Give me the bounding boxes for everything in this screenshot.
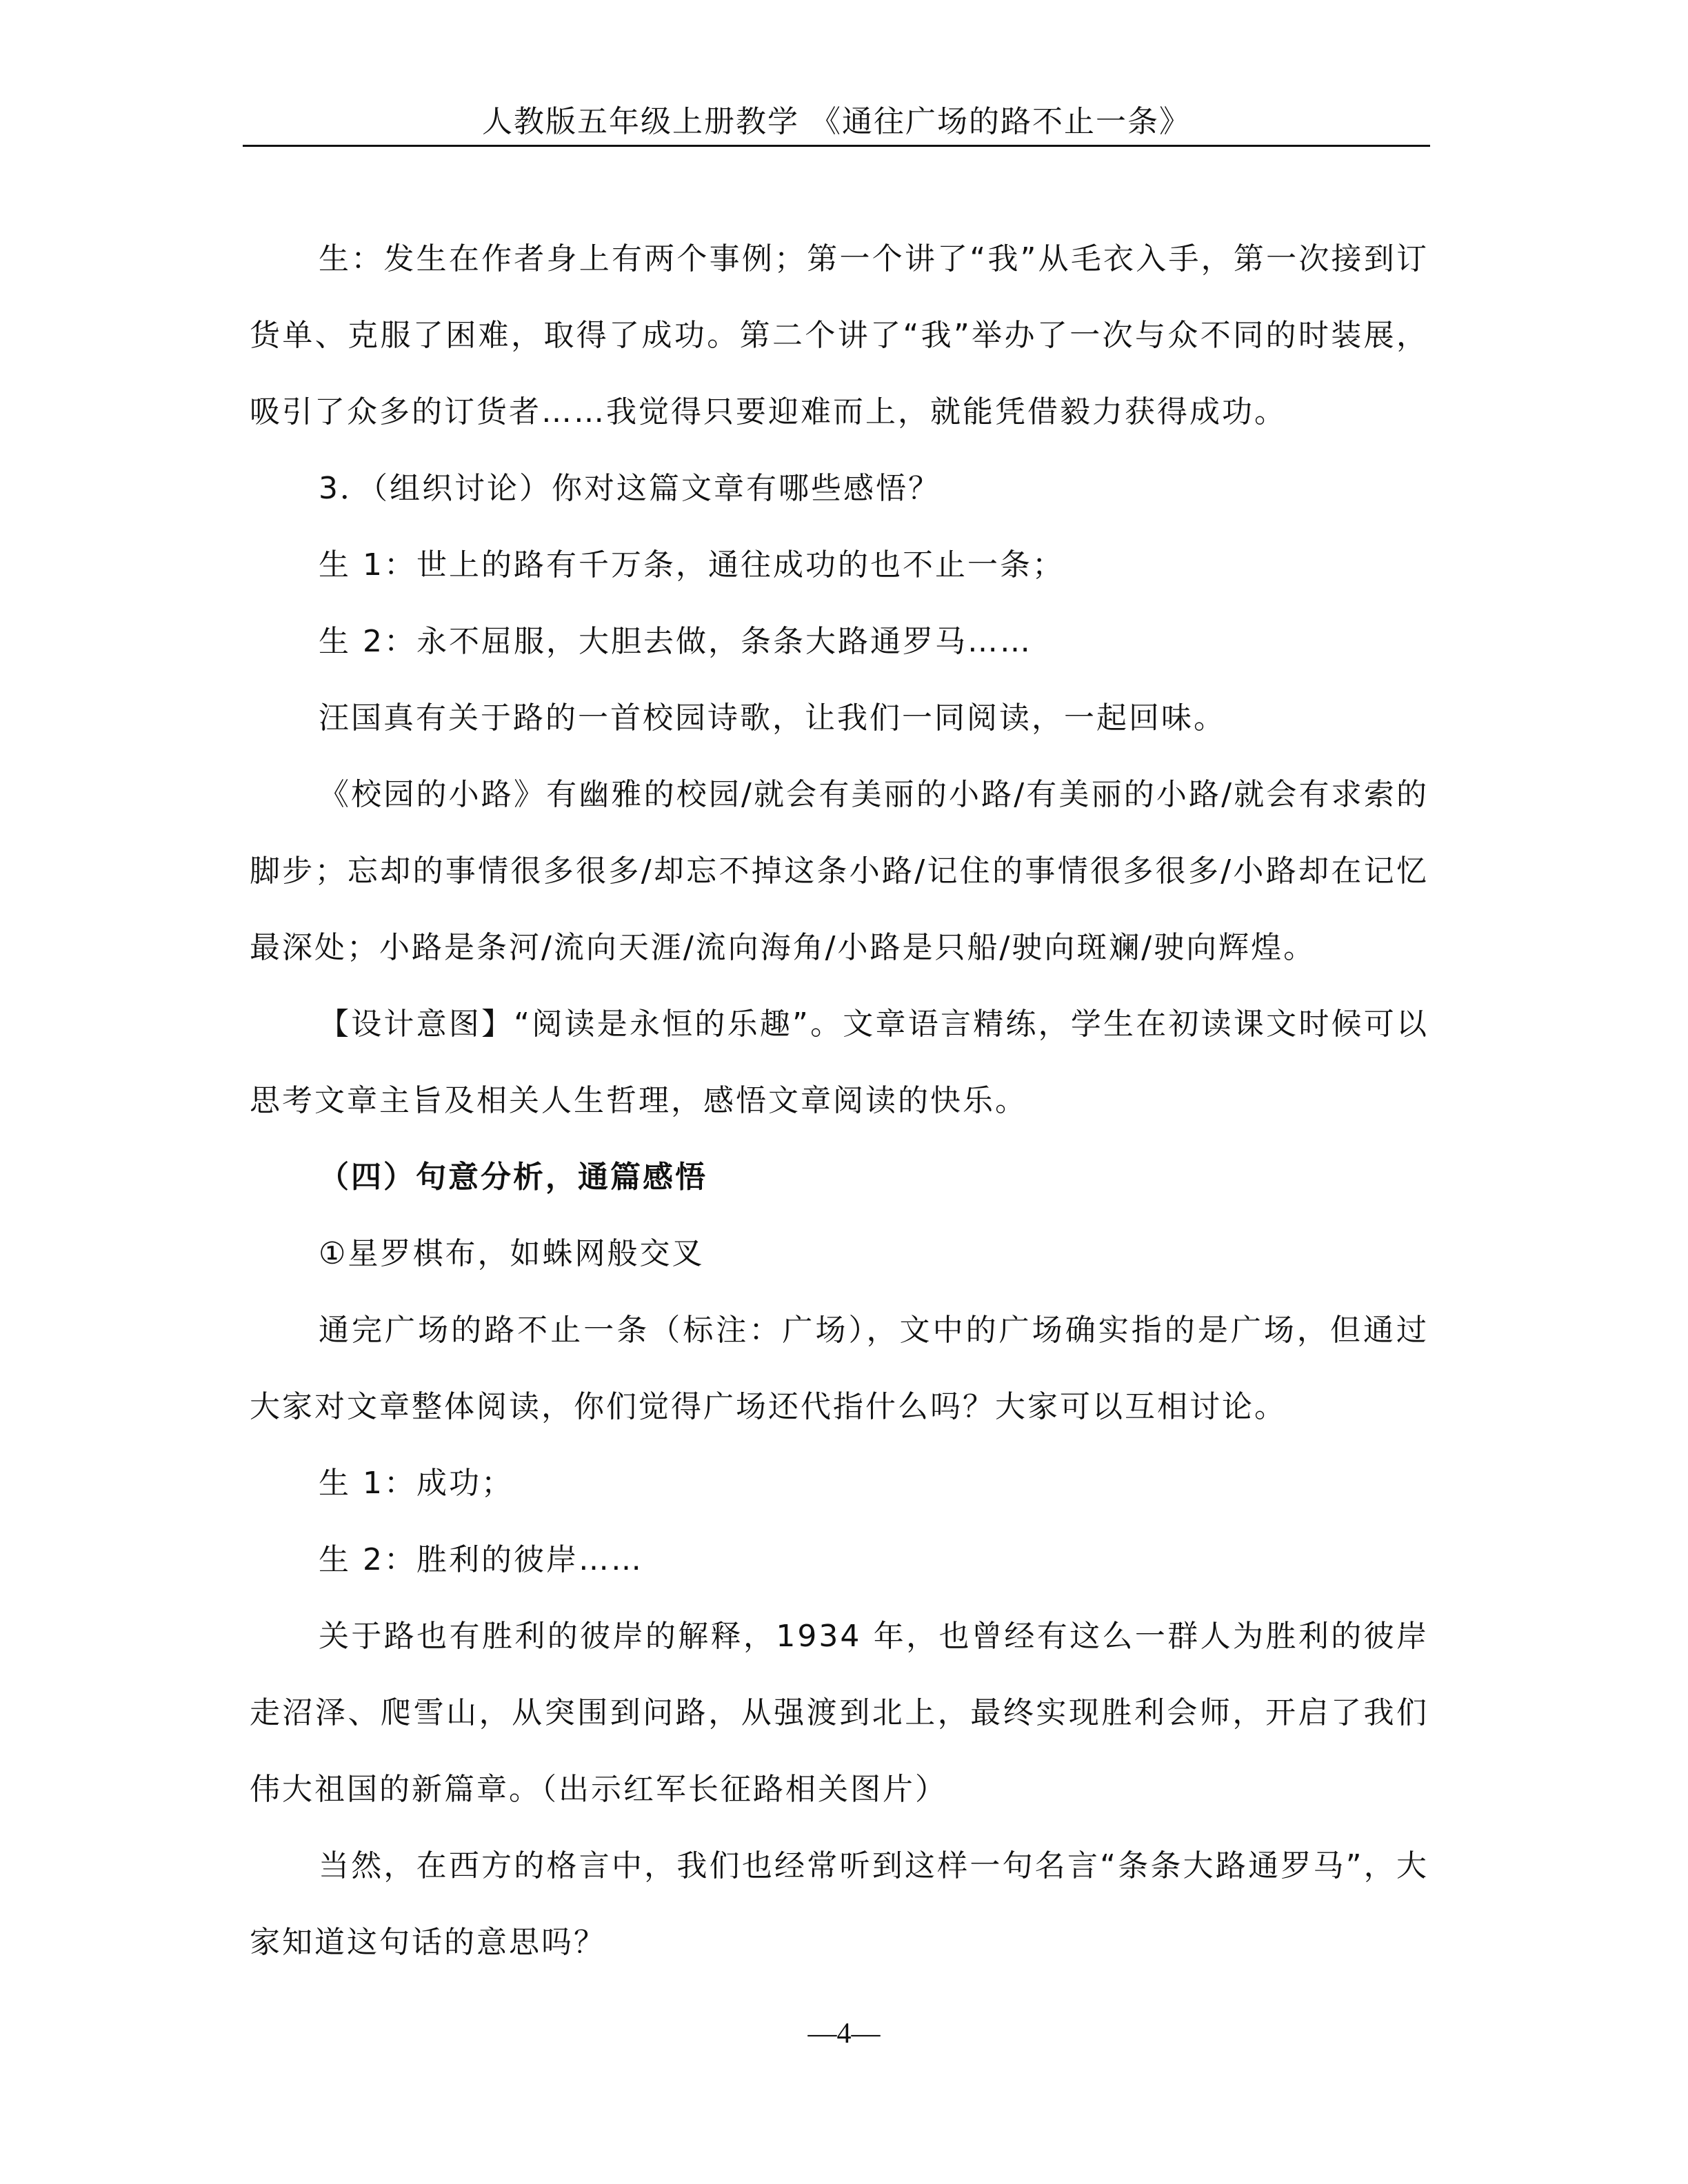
header-divider (243, 145, 1430, 147)
paragraph-student-1-answer: 生 1：世上的路有千万条，通往成功的也不止一条； (319, 547, 1065, 583)
page-number: —4— (807, 2018, 881, 2050)
paragraph-long-march: 关于路也有胜利的彼岸的解释，1934 年，也曾经有这么一群人为胜利的彼岸走沼泽、爬雪山，从突围到问路，从强渡到北上，最终实现胜利会师，开启了我们伟大祖国的新篇章。（出示红军长征路相关图片） (250, 1619, 1429, 1807)
page-header-title: 人教版五年级上册教学 《通往广场的路不止一条》 (482, 104, 1191, 139)
paragraph-poem-text: 《校园的小路》有幽雅的校园/就会有美丽的小路/有美丽的小路/就会有求索的脚步；忘却的事情很多很多/却忘不掉这条小路/记住的事情很多很多/小路却在记忆最深处；小路是条河/流向天涯/流向海角/小路是只船/驶向斑斓/驶向辉煌。 (250, 777, 1429, 965)
paragraph-student-2-victory: 生 2：胜利的彼岸…… (319, 1542, 643, 1577)
paragraph-poem-intro: 汪国真有关于路的一首校园诗歌，让我们一同阅读，一起回味。 (319, 700, 1226, 736)
paragraph-point-1: ①星罗棋布，如蛛网般交叉 (319, 1236, 705, 1271)
document-body (250, 221, 1429, 1981)
paragraph-student-1-success: 生 1：成功； (319, 1466, 514, 1501)
paragraph-student-2-answer: 生 2：永不屈服，大胆去做，条条大路通罗马…… (319, 624, 1032, 659)
paragraph-student-answer-examples: 生：发生在作者身上有两个事例；第一个讲了“我”从毛衣入手，第一次接到订货单、克服了困难，取得了成功。第二个讲了“我”举办了一次与众不同的时装展，吸引了众多的订货者……我觉得只要迎难而上，就能凭借毅力获得成功。 (250, 241, 1429, 429)
section-heading-4: （四）句意分析，通篇感悟 (319, 1160, 707, 1195)
paragraph-rome-proverb: 当然，在西方的格言中，我们也经常听到这样一句名言“条条大路通罗马”，大家知道这句话的意思吗？ (250, 1848, 1429, 1960)
paragraph-square-meaning: 通完广场的路不止一条（标注：广场），文中的广场确实指的是广场，但通过大家对文章整体阅读，你们觉得广场还代指什么吗？大家可以互相讨论。 (250, 1313, 1429, 1424)
paragraph-discussion-question: 3．（组织讨论）你对这篇文章有哪些感悟？ (319, 471, 941, 506)
paragraph-design-intent: 【设计意图】“阅读是永恒的乐趣”。文章语言精练，学生在初读课文时候可以思考文章主旨及相关人生哲理，感悟文章阅读的快乐。 (250, 1007, 1429, 1118)
